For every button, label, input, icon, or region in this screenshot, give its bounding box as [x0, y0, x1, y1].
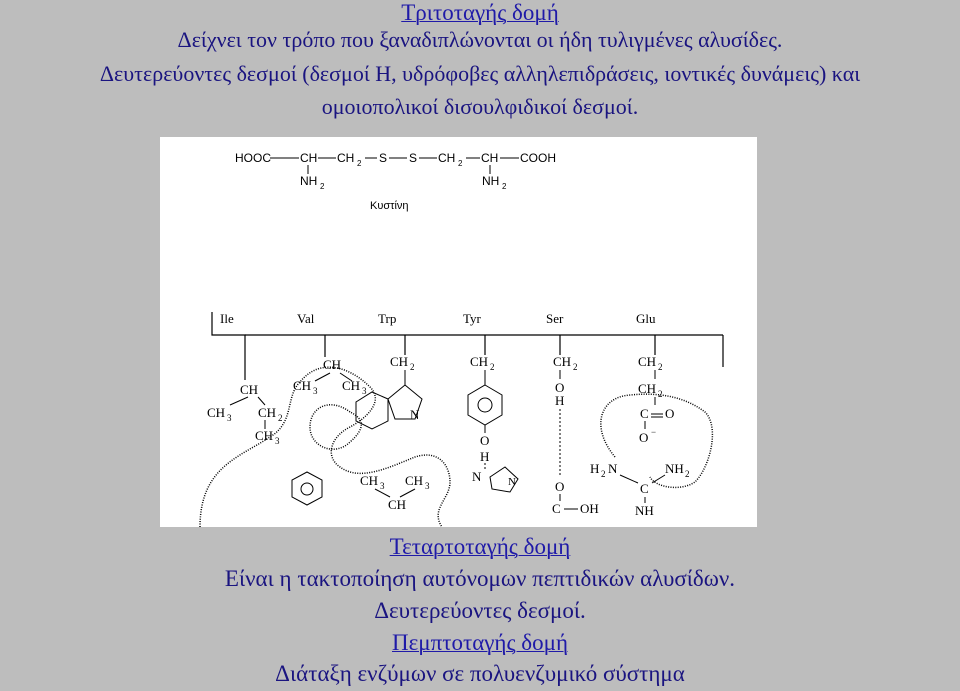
residue-tyr: Tyr — [463, 311, 481, 326]
svg-text:2: 2 — [658, 389, 663, 399]
svg-text:NH: NH — [300, 174, 318, 188]
residue-trp: Trp — [378, 311, 397, 326]
svg-text:N: N — [508, 476, 516, 488]
svg-text:O: O — [555, 380, 565, 395]
svg-text:O: O — [480, 433, 490, 448]
svg-text:CH: CH — [300, 151, 318, 165]
tertiary-description-line-3: ομοιοπολικοί δισουλφιδικοί δεσμοί. — [321, 94, 639, 119]
svg-text:CH: CH — [255, 428, 274, 443]
svg-text:2: 2 — [278, 413, 283, 423]
svg-text:2: 2 — [320, 182, 325, 191]
svg-text:CH: CH — [388, 497, 407, 512]
cystine-hooc: HOOC — [235, 151, 271, 165]
quaternary-structure-title: Τεταρτοταγής δομή — [389, 534, 571, 559]
residue-val: Val — [297, 311, 315, 326]
cystine-formula — [235, 151, 556, 212]
svg-text:NH: NH — [665, 461, 684, 476]
svg-text:N: N — [472, 469, 482, 484]
svg-text:2: 2 — [601, 469, 606, 479]
svg-text:2: 2 — [490, 362, 495, 372]
svg-text:CH: CH — [258, 405, 277, 420]
svg-text:2: 2 — [502, 182, 507, 191]
svg-text:O: O — [665, 406, 675, 421]
svg-text:CH: CH — [405, 473, 424, 488]
tertiary-description-line-1: Δείχνει τον τρόπο που ξαναδιπλώνονται οι ήδη τυλιγμένες αλυσίδες. — [177, 27, 783, 52]
svg-text:CH: CH — [323, 357, 342, 372]
svg-text:CH: CH — [638, 354, 657, 369]
svg-text:2: 2 — [410, 362, 415, 372]
residue-glu: Glu — [636, 311, 656, 326]
tertiary-structure-title: Τριτοταγής δομή — [401, 0, 559, 25]
svg-text:3: 3 — [425, 481, 430, 491]
svg-text:3: 3 — [275, 436, 280, 446]
svg-text:CH: CH — [337, 151, 355, 165]
svg-text:−: − — [651, 427, 657, 437]
svg-text:COOH: COOH — [520, 151, 556, 165]
svg-text:O: O — [555, 479, 565, 494]
svg-text:H: H — [480, 449, 490, 464]
quaternary-description-line-2: Δευτερεύοντες δεσμοί. — [374, 598, 586, 623]
svg-text:H: H — [590, 461, 600, 476]
residue-labels — [220, 311, 656, 326]
cystine-label: Κυστίνη — [370, 200, 409, 212]
svg-text:3: 3 — [380, 481, 385, 491]
svg-text:2: 2 — [458, 159, 463, 168]
tertiary-description-line-2: Δευτερεύοντες δεσμοί (δεσμοί Η, υδρόφοβες αλληλεπιδράσεις, ιοντικές δυνάμεις) και — [99, 61, 861, 86]
svg-text:CH: CH — [360, 473, 379, 488]
svg-text:C: C — [552, 501, 561, 516]
quinary-structure-title: Πεμπτοταγής δομή — [392, 630, 568, 655]
svg-text:CH: CH — [293, 378, 312, 393]
svg-text:CH: CH — [207, 405, 226, 420]
quaternary-description-line-1: Είναι η τακτοποίηση αυτόνομων πεπτιδικών αλυσίδων. — [224, 566, 736, 591]
svg-text:N: N — [608, 461, 618, 476]
chemical-diagram — [160, 137, 757, 527]
svg-text:S: S — [379, 151, 388, 165]
svg-text:CH: CH — [240, 382, 259, 397]
residue-ser: Ser — [546, 311, 564, 326]
svg-text:2: 2 — [658, 362, 663, 372]
svg-text:CH: CH — [390, 354, 409, 369]
svg-text:CH: CH — [342, 378, 361, 393]
svg-text:2: 2 — [685, 469, 690, 479]
svg-text:CH: CH — [470, 354, 489, 369]
svg-text:3: 3 — [362, 386, 367, 396]
svg-text:CH: CH — [638, 381, 657, 396]
svg-text:3: 3 — [313, 386, 318, 396]
svg-text:NH: NH — [482, 174, 500, 188]
svg-text:N: N — [410, 407, 420, 422]
svg-text:S: S — [409, 151, 418, 165]
svg-text:CH: CH — [553, 354, 572, 369]
svg-text:O: O — [639, 430, 649, 445]
svg-text:CH: CH — [481, 151, 499, 165]
svg-text:C: C — [640, 406, 649, 421]
protein-structure-figure — [160, 137, 757, 527]
svg-text:2: 2 — [573, 362, 578, 372]
residue-ile: Ile — [220, 311, 234, 326]
svg-text:3: 3 — [227, 413, 232, 423]
svg-text:OH: OH — [580, 501, 599, 516]
quinary-description-line-1: Διάταξη ενζύμων σε πολυενζυμικό σύστημα — [275, 661, 685, 686]
svg-text:CH: CH — [438, 151, 456, 165]
svg-text:H: H — [555, 393, 565, 408]
svg-text:C: C — [640, 481, 649, 496]
svg-text:2: 2 — [357, 159, 362, 168]
svg-text:NH: NH — [635, 503, 654, 518]
